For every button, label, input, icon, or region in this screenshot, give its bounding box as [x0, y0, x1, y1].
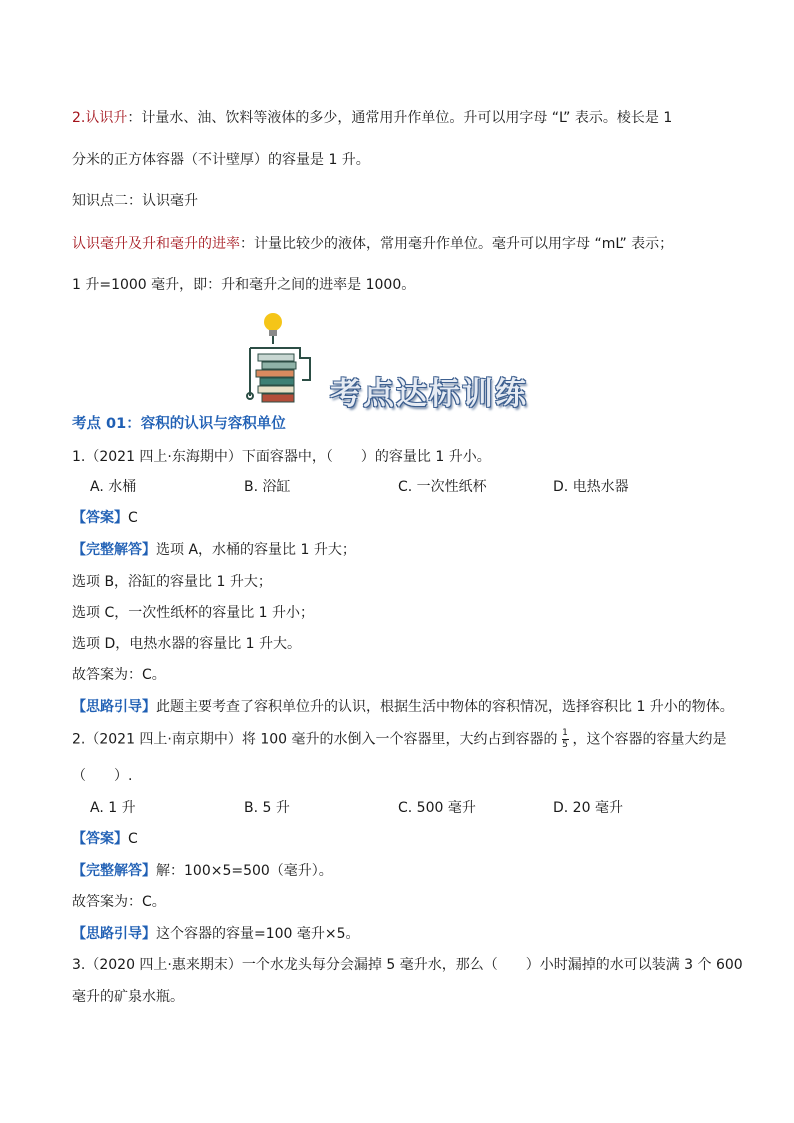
q1-solution-label: 【完整解答】: [72, 542, 156, 558]
q1-answer-value: C: [128, 510, 138, 526]
q1-option-d: D. 电热水器: [553, 479, 629, 495]
q1-hint: [72, 697, 734, 717]
q2-hint-text: 这个容器的容量=100 毫升×5。: [156, 926, 360, 942]
q1-conclusion: 故答案为：C。: [72, 667, 166, 683]
q2-answer-label: 【答案】: [72, 831, 128, 847]
q2-solution-label: 【完整解答】: [72, 863, 156, 879]
q1-option-b: B. 浴缸: [244, 479, 291, 495]
section2-line2: 分米的正方体容器（不计壁厚）的容量是 1 升。: [72, 152, 370, 168]
section2-text: ：计量水、油、饮料等液体的多少，通常用升作单位。升可以用字母 “L” 表示。棱长是 1: [127, 110, 673, 126]
q2-solution: [72, 861, 333, 881]
q1-stem: 1.（2021 四上·东海期中）下面容器中，（ ）的容量比 1 升小。: [72, 449, 491, 465]
q1-answer-label: 【答案】: [72, 510, 128, 526]
q2-frac-den: 5: [562, 740, 568, 750]
q2-conclusion: 故答案为：C。: [72, 894, 166, 910]
q2-option-c: C. 500 毫升: [398, 800, 476, 816]
q2-stem-b: ，这个容器的容量大约是: [572, 731, 727, 748]
q2-option-a: A. 1 升: [90, 800, 136, 816]
q2-frac-num: 1: [562, 728, 568, 738]
q1-solution-line-4: 选项 D，电热水器的容量比 1 升大。: [72, 636, 302, 652]
q2-solution-text: 解：100×5=500（毫升）。: [156, 863, 333, 879]
q2-stem-line1: [72, 729, 727, 750]
q1-solution-line-2: 选项 B，浴缸的容量比 1 升大；: [72, 574, 272, 590]
q2-answer-value: C: [128, 831, 138, 847]
q1-option-a: A. 水桶: [90, 479, 137, 495]
banner-title: 考点达标训练: [330, 376, 528, 412]
section2-line1: [72, 108, 672, 128]
q2-hint: [72, 924, 360, 944]
q1-solution-text-1: 选项 A，水桶的容量比 1 升大；: [156, 542, 356, 558]
ml-heading: 认识毫升及升和毫升的进率: [72, 236, 240, 252]
topic01-heading: 考点 01：容积的认识与容积单位: [72, 416, 286, 432]
q2-option-b: B. 5 升: [244, 800, 290, 816]
q2-hint-label: 【思路引导】: [72, 926, 156, 942]
q2-stem-a: 2.（2021 四上·南京期中）将 100 毫升的水倒入一个容器里，大约占到容器的: [72, 731, 558, 748]
knowledge2-label: 知识点二：认识毫升: [72, 193, 198, 209]
q3-stem-b: 毫升的矿泉水瓶。: [72, 989, 184, 1005]
ml-text: ：计量比较少的液体，常用毫升作单位。毫升可以用字母 “mL” 表示；: [240, 236, 674, 252]
q1-option-c: C. 一次性纸杯: [398, 479, 487, 495]
q1-hint-label: 【思路引导】: [72, 699, 156, 715]
ml-line2: 1 升=1000 毫升，即：升和毫升之间的进率是 1000。: [72, 277, 416, 293]
ml-line1: [72, 234, 673, 254]
section2-heading: 2.认识升: [72, 110, 128, 126]
q2-fraction: [562, 729, 569, 750]
q1-answer: [72, 508, 138, 528]
q1-solution-line-1: [72, 540, 356, 560]
lightbulb-books-icon: [240, 308, 330, 408]
q1-hint-text: 此题主要考查了容积单位升的认识，根据生活中物体的容积情况，选择容积比 1 升小的物体。: [156, 699, 734, 715]
q2-stem-c: （ ）.: [72, 768, 133, 784]
q2-option-d: D. 20 毫升: [553, 800, 623, 816]
q3-stem-a: 3.（2020 四上·惠来期末）一个水龙头每分会漏掉 5 毫升水，那么（ ）小时漏掉的水可以装满 3 个 600: [72, 957, 743, 973]
q1-solution-line-3: 选项 C，一次性纸杯的容量比 1 升小；: [72, 605, 315, 621]
q2-answer: [72, 829, 138, 849]
